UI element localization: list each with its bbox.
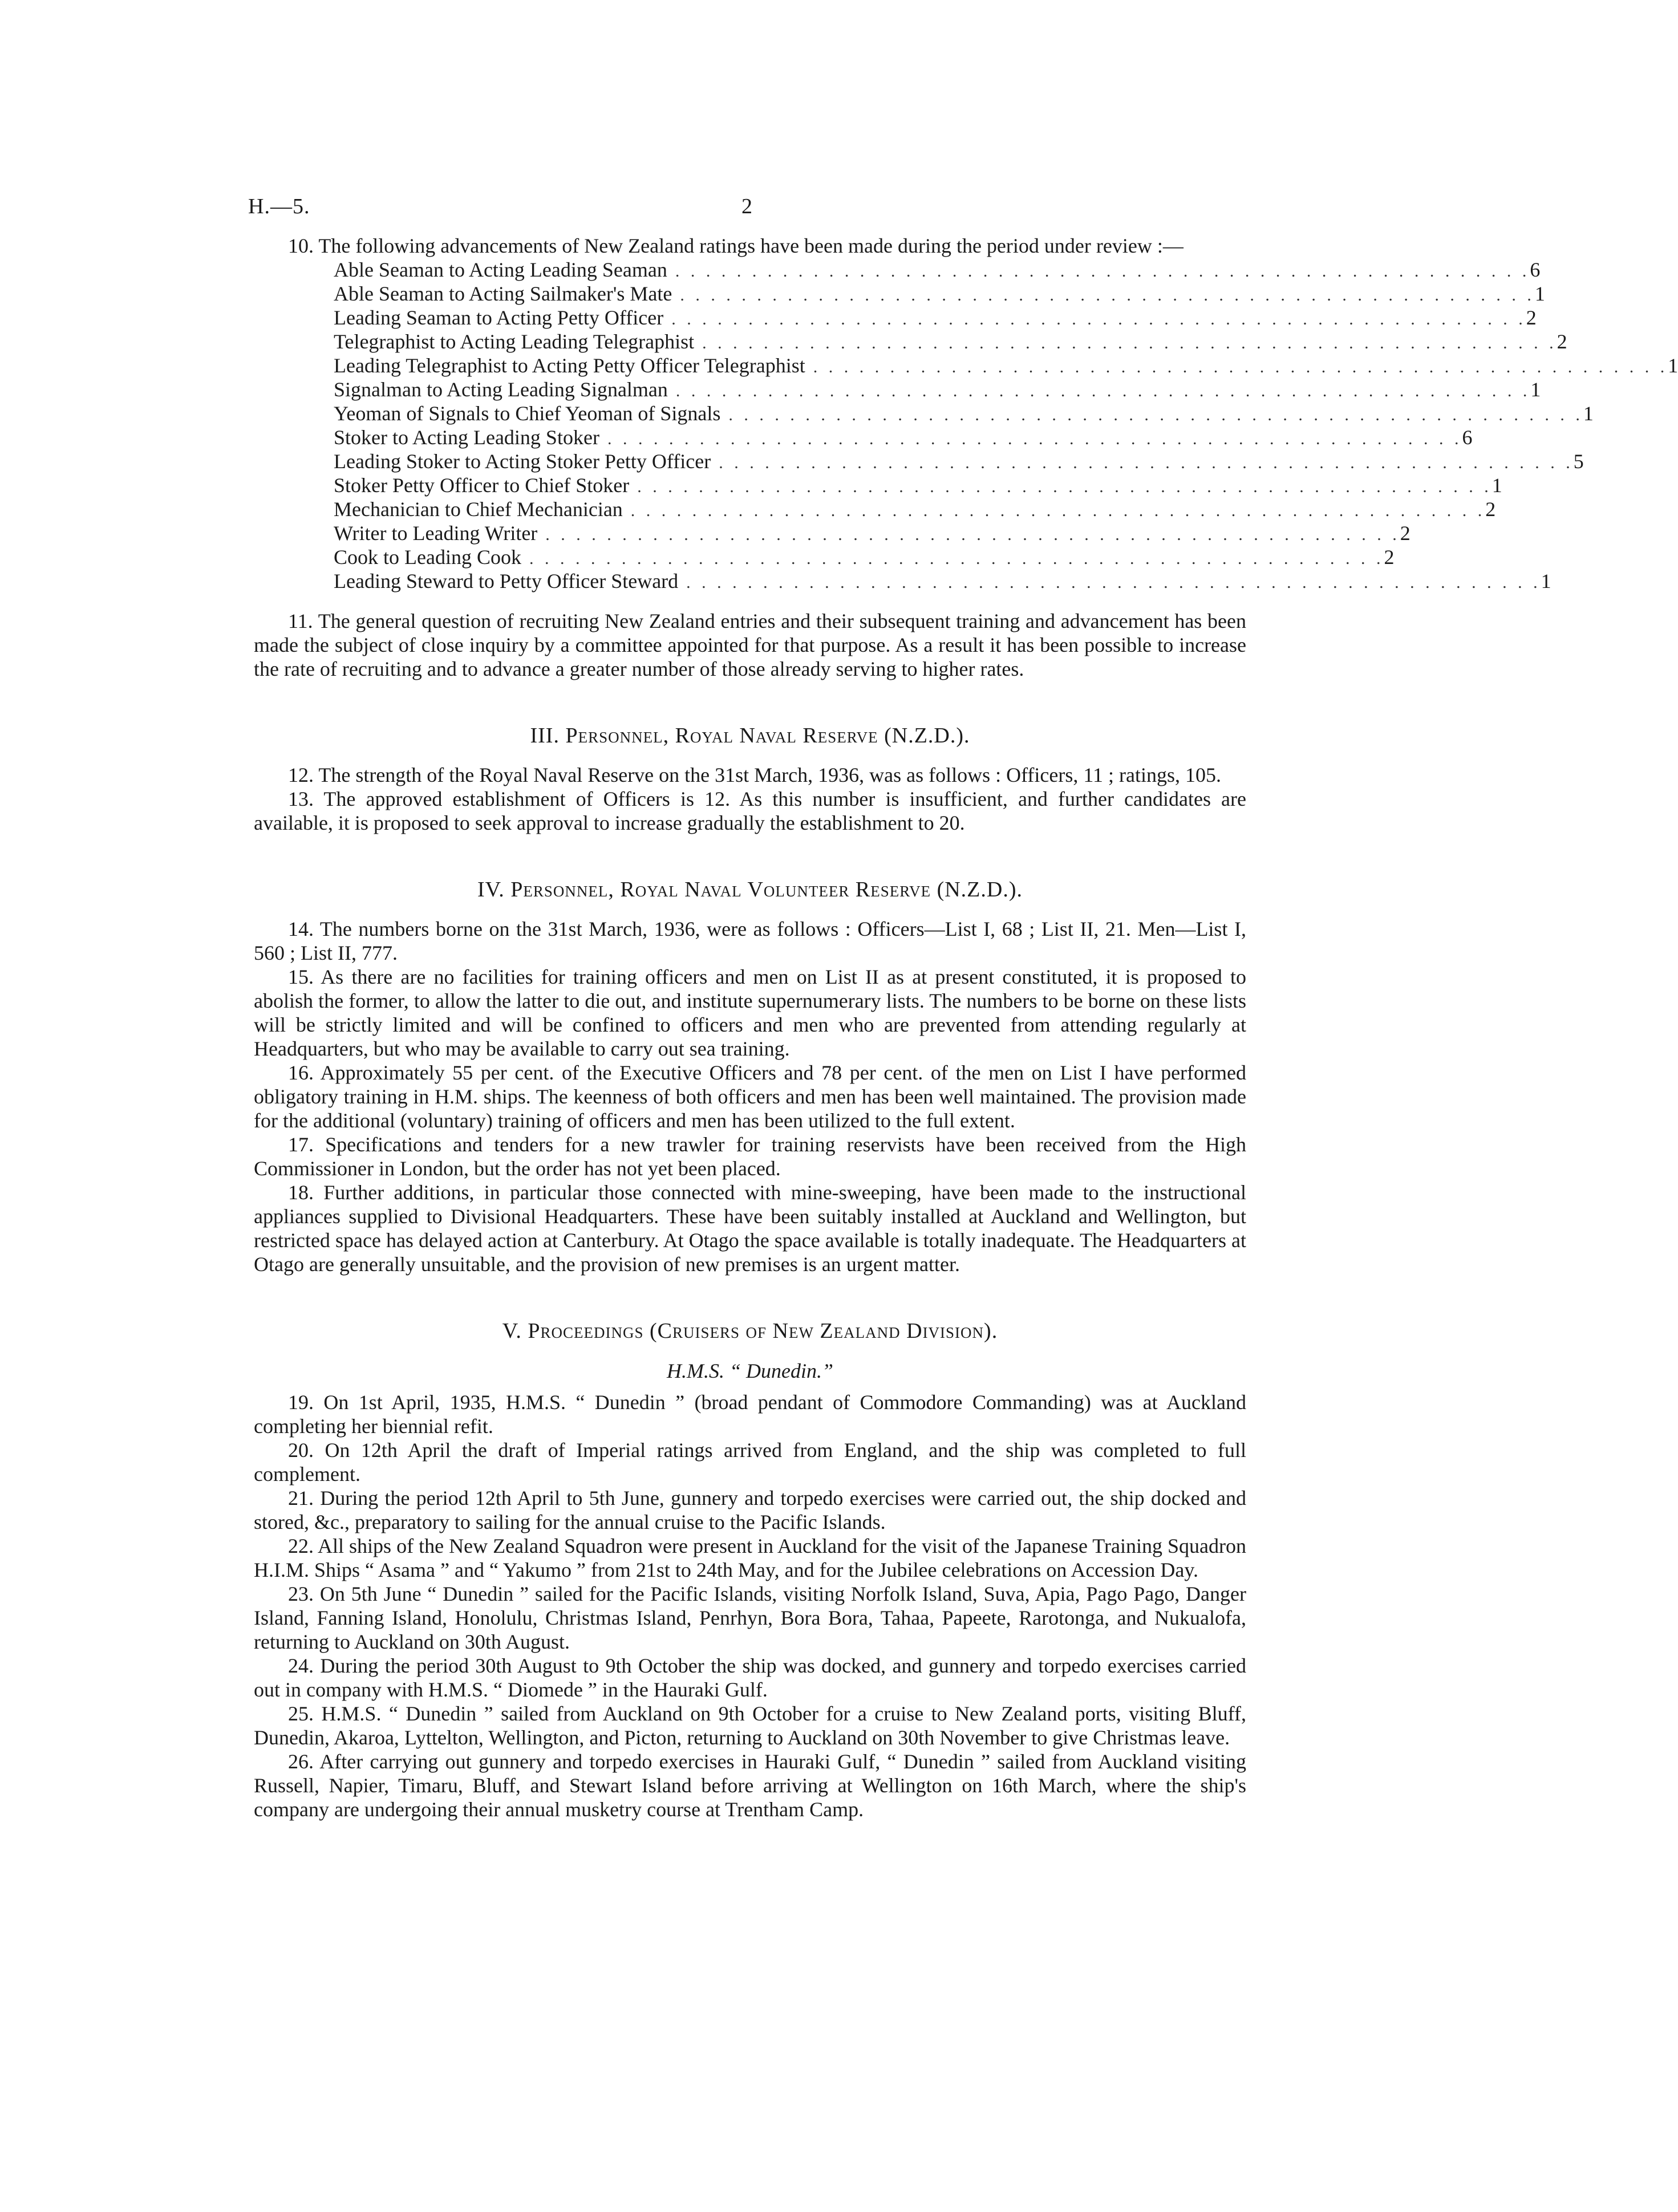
list-item: Leading Telegraphist to Acting Petty Officer Telegraphist . . . . . . . . . . . . . . . . . . . . . . . . . . . . . . . . . . . . . . . . . . . . . . . . . . . . . . . . 1 [334, 354, 1678, 377]
paragraph-25: 25. H.M.S. “ Dunedin ” sailed from Auckland on 9th October for a cruise to New Zealand ports, visiting Bluff, Dunedin, Akaroa, Lyttelton, Wellington, and Picton, returning to Auckland on 30th November to give Christmas leave. [254, 1702, 1246, 1749]
section-heading-rnvr: IV. Personnel, Royal Naval Volunteer Reserve (N.Z.D.). [477, 878, 1023, 902]
paragraph-18: 18. Further additions, in particular those connected with mine-sweeping, have been made to the instructional appliances supplied to Divisional Headquarters. These have been suitably installed at Auckland and Wellington, but restricted space has delayed action at Canterbury. At Otago the space available is totally inadequate. The Headquarters at Otago are generally unsuitable, and the provision of new premises is an urgent matter. [254, 1181, 1246, 1276]
paragraph-20: 20. On 12th April the draft of Imperial ratings arrived from England, and the ship was completed to full complement. [254, 1439, 1246, 1486]
list-item: Mechanician to Chief Mechanician . . . . . . . . . . . . . . . . . . . . . . . . . . . . . . . . . . . . . . . . . . . . . . . . . . . . . . . . 2 [334, 498, 1496, 521]
list-item: Writer to Leading Writer . . . . . . . . . . . . . . . . . . . . . . . . . . . . . . . . . . . . . . . . . . . . . . . . . . . . . . . . 2 [334, 522, 1411, 545]
paragraph-10: 10. The following advancements of New Zealand ratings have been made during the period under review :— [288, 234, 1183, 257]
paragraph-24: 24. During the period 30th August to 9th October the ship was docked, and gunnery and torpedo exercises carried out in company with H.M.S. “ Diomede ” in the Hauraki Gulf. [254, 1654, 1246, 1701]
paragraph-17: 17. Specifications and tenders for a new trawler for training reservists have been received from the High Commissioner in London, but the order has not yet been placed. [254, 1133, 1246, 1180]
paragraph-13: 13. The approved establishment of Officers is 12. As this number is insufficient, and further candidates are available, it is proposed to seek approval to increase gradually the establishment to 20. [254, 788, 1246, 834]
document-reference: H.—5. [248, 194, 310, 218]
advancements-list [334, 258, 1678, 593]
list-item: Cook to Leading Cook . . . . . . . . . . . . . . . . . . . . . . . . . . . . . . . . . . . . . . . . . . . . . . . . . . . . . . . . 2 [334, 546, 1395, 569]
list-item: Stoker to Acting Leading Stoker . . . . . . . . . . . . . . . . . . . . . . . . . . . . . . . . . . . . . . . . . . . . . . . . . . . . . . . . 6 [334, 426, 1473, 449]
paragraph-11: 11. The general question of recruiting New Zealand entries and their subsequent training and advancement has been made the subject of close inquiry by a committee appointed for that purpose. As a result it has been possible to increase the rate of recruiting and to advance a greater number of those already serving to higher rates. [254, 610, 1246, 680]
list-item: Stoker Petty Officer to Chief Stoker . . . . . . . . . . . . . . . . . . . . . . . . . . . . . . . . . . . . . . . . . . . . . . . . . . . . . . . . 1 [334, 474, 1502, 497]
paragraph-12: 12. The strength of the Royal Naval Reserve on the 31st March, 1936, was as follows : Officers, 11 ; ratings, 105. [288, 764, 1222, 786]
paragraph-14: 14. The numbers borne on the 31st March, 1936, were as follows : Officers—List I, 68 ; List II, 21. Men—List I, 560 ; List II, 777. [254, 918, 1246, 964]
paragraph-22: 22. All ships of the New Zealand Squadron were present in Auckland for the visit of the Japanese Training Squadron H.I.M. Ships “ Asama ” and “ Yakumo ” from 21st to 24th May, and for the Jubilee celebrations on Accession Day. [254, 1535, 1246, 1581]
list-item: Telegraphist to Acting Leading Telegraphist . . . . . . . . . . . . . . . . . . . . . . . . . . . . . . . . . . . . . . . . . . . . . . . . . . . . . . . . 2 [334, 330, 1567, 353]
list-item: Able Seaman to Acting Sailmaker's Mate . . . . . . . . . . . . . . . . . . . . . . . . . . . . . . . . . . . . . . . . . . . . . . . . . . . . . . . . 1 [334, 282, 1545, 305]
page-number: 2 [741, 194, 752, 218]
list-item: Yeoman of Signals to Chief Yeoman of Signals . . . . . . . . . . . . . . . . . . . . . . . . . . . . . . . . . . . . . . . . . . . . . . . . . . . . . . . . 1 [334, 402, 1594, 425]
paragraph-26: 26. After carrying out gunnery and torpedo exercises in Hauraki Gulf, “ Dunedin ” sailed from Auckland visiting Russell, Napier, Timaru, Bluff, and Stewart Island before arriving at Wellington on 16th March, where the ship's company are undergoing their annual musketry course at Trentham Camp. [254, 1750, 1246, 1821]
paragraph-16: 16. Approximately 55 per cent. of the Executive Officers and 78 per cent. of the men on List I have performed obligatory training in H.M. ships. The keenness of both officers and men has been well maintained. The provision made for the additional (voluntary) training of officers and men has been utilized to the full extent. [254, 1061, 1246, 1132]
list-item: Able Seaman to Acting Leading Seaman . . . . . . . . . . . . . . . . . . . . . . . . . . . . . . . . . . . . . . . . . . . . . . . . . . . . . . . . 6 [334, 258, 1541, 281]
section-heading-rnr: III. Personnel, Royal Naval Reserve (N.Z.D.). [530, 724, 970, 748]
list-item: Leading Steward to Petty Officer Steward . . . . . . . . . . . . . . . . . . . . . . . . . . . . . . . . . . . . . . . . . . . . . . . . . . . . . . . . 1 [334, 570, 1551, 592]
document-page [248, 194, 1678, 1821]
ship-subheading: H.M.S. “ Dunedin.” [666, 1359, 833, 1382]
section-heading-proceedings: V. Proceedings (Cruisers of New Zealand Division). [502, 1319, 998, 1343]
paragraph-23: 23. On 5th June “ Dunedin ” sailed for the Pacific Islands, visiting Norfolk Island, Suva, Apia, Pago Pago, Danger Island, Fanning Island, Honolulu, Christmas Island, Penrhyn, Bora Bora, Tahaa, Papeete, Rarotonga, and Nukualofa, returning to Auckland on 30th August. [254, 1582, 1246, 1653]
paragraph-19: 19. On 1st April, 1935, H.M.S. “ Dunedin ” (broad pendant of Commodore Commanding) was at Auckland completing her biennial refit. [254, 1391, 1246, 1438]
list-item: Leading Stoker to Acting Stoker Petty Officer . . . . . . . . . . . . . . . . . . . . . . . . . . . . . . . . . . . . . . . . . . . . . . . . . . . . . . . . 5 [334, 450, 1584, 473]
list-item: Signalman to Acting Leading Signalman . . . . . . . . . . . . . . . . . . . . . . . . . . . . . . . . . . . . . . . . . . . . . . . . . . . . . . . . 1 [334, 378, 1541, 401]
list-item: Leading Seaman to Acting Petty Officer . . . . . . . . . . . . . . . . . . . . . . . . . . . . . . . . . . . . . . . . . . . . . . . . . . . . . . . . 2 [334, 306, 1537, 329]
paragraph-21: 21. During the period 12th April to 5th June, gunnery and torpedo exercises were carried out, the ship docked and stored, &c., preparatory to sailing for the annual cruise to the Pacific Islands. [254, 1487, 1246, 1533]
page-header [248, 194, 1246, 234]
paragraph-15: 15. As there are no facilities for training officers and men on List II as at present constituted, it is proposed to abolish the former, to allow the latter to die out, and institute supernumerary lists. The numbers to be borne on these lists will be strictly limited and will be confined to officers and men who are prevented from attending regularly at Headquarters, but who may be available to carry out sea training. [254, 965, 1246, 1060]
